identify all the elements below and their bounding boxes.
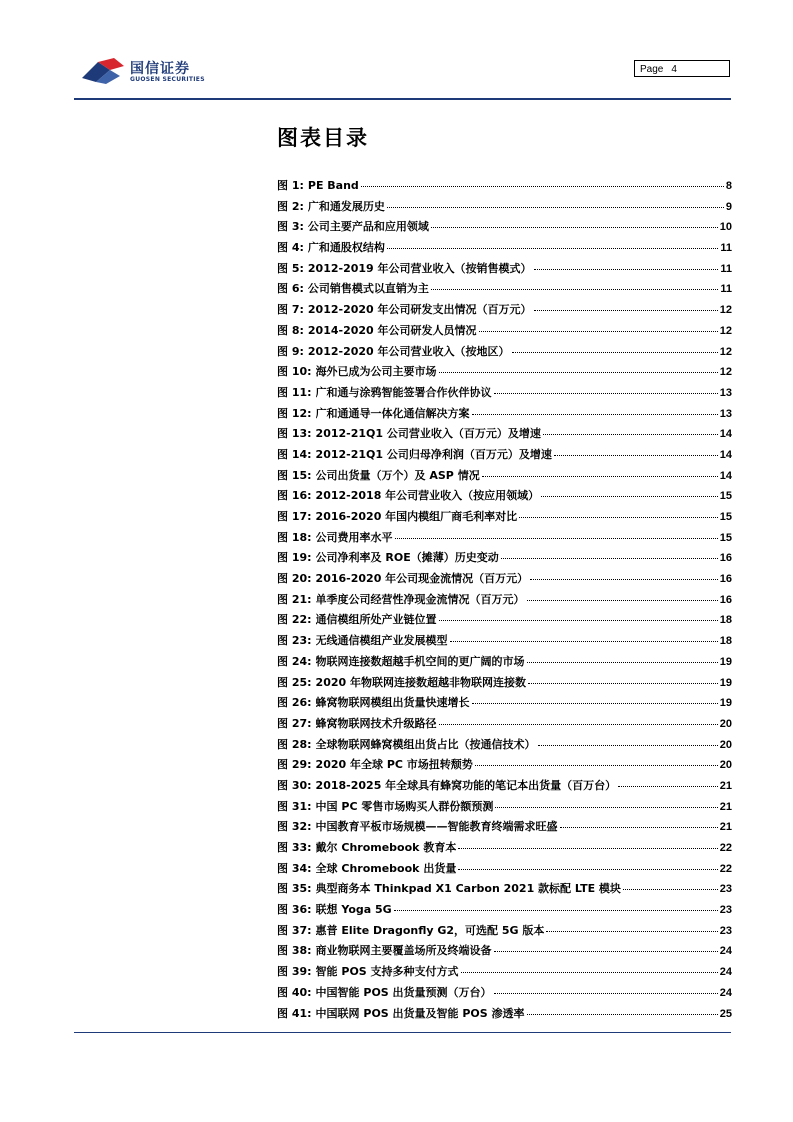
toc-page-number: 12	[719, 324, 732, 337]
toc-entry[interactable]	[277, 674, 732, 695]
toc-figure-title: 2016-2020 年公司现金流情况（百万元）	[315, 572, 529, 586]
toc-figure-title: 蜂窝物联网技术升级路径	[315, 716, 437, 730]
toc-figure-label: 图 5:	[277, 261, 304, 275]
toc-figure-label: 图 6:	[277, 282, 304, 296]
toc-page-number: 16	[719, 593, 732, 606]
toc-entry[interactable]	[277, 632, 732, 653]
toc-entry[interactable]	[277, 901, 732, 922]
toc-entry[interactable]	[277, 756, 732, 777]
toc-entry[interactable]	[277, 922, 732, 943]
toc-figure-label: 图 21:	[277, 592, 312, 606]
toc-figure-title: 公司费用率水平	[315, 530, 393, 544]
toc-entry[interactable]	[277, 798, 732, 819]
toc-entry[interactable]	[277, 405, 732, 426]
toc-entry[interactable]	[277, 446, 732, 467]
toc-figure-title: 2018-2025 年全球具有蜂窝功能的笔记本出货量（百万台）	[315, 778, 617, 792]
toc-figure-title: 2012-2018 年公司营业收入（按应用领域）	[315, 489, 540, 503]
toc-page-number: 12	[719, 366, 732, 379]
toc-page-number: 18	[719, 614, 732, 627]
toc-entry[interactable]	[277, 301, 732, 322]
guosen-logo-icon	[80, 56, 128, 86]
toc-dot-leader	[494, 993, 718, 994]
page-number: 4	[671, 64, 677, 75]
toc-figure-label: 图 25:	[277, 675, 312, 689]
toc-figure-label: 图 10:	[277, 365, 312, 379]
toc-page-number: 21	[719, 779, 732, 792]
toc-figure-label: 图 38:	[277, 944, 312, 958]
toc-dot-leader	[482, 476, 718, 477]
toc-entry[interactable]	[277, 198, 732, 219]
toc-entry[interactable]	[277, 467, 732, 488]
toc-figure-title: 2012-2020 年公司营业收入（按地区）	[307, 344, 510, 358]
toc-figure-title: 海外已成为公司主要市场	[315, 365, 437, 379]
toc-figure-title: 2012-21Q1 公司归母净利润（百万元）及增速	[315, 447, 552, 461]
toc-entry[interactable]	[277, 591, 732, 612]
toc-figure-label: 图 22:	[277, 613, 312, 627]
toc-dot-leader	[439, 620, 718, 621]
toc-entry[interactable]	[277, 777, 732, 798]
toc-figure-label: 图 36:	[277, 903, 312, 917]
toc-entry[interactable]	[277, 818, 732, 839]
toc-entry[interactable]	[277, 280, 732, 301]
toc-page-number: 19	[719, 655, 732, 668]
toc-figure-title: 通信模组所处产业链位置	[315, 613, 437, 627]
toc-figure-title: 广和通股权结构	[307, 241, 385, 255]
toc-dot-leader	[439, 372, 718, 373]
toc-figure-label: 图 33:	[277, 841, 312, 854]
toc-figure-title: 广和通与涂鸦智能签署合作伙伴协议	[315, 385, 492, 399]
toc-page-number: 14	[719, 469, 732, 482]
toc-page-number: 13	[719, 386, 732, 399]
toc-figure-title: 2020 年全球 PC 市场扭转颓势	[315, 758, 473, 772]
toc-figure-title: 公司主要产品和应用领域	[307, 220, 429, 234]
toc-dot-leader	[395, 538, 718, 539]
toc-dot-leader	[387, 207, 724, 208]
page-title: 图表目录	[277, 125, 369, 150]
toc-page-number: 20	[719, 717, 732, 730]
page-label: Page	[640, 64, 664, 75]
toc-figure-title: 蜂窝物联网模组出货量快速增长	[315, 696, 470, 710]
toc-figure-label: 图 23:	[277, 634, 312, 648]
toc-figure-label: 图 2:	[277, 199, 304, 213]
toc-page-number: 15	[719, 490, 732, 503]
toc-dot-leader	[527, 1014, 718, 1015]
toc-dot-leader	[475, 765, 718, 766]
toc-dot-leader	[618, 786, 718, 787]
toc-figure-title: 全球物联网蜂窝模组出货占比（按通信技术）	[315, 737, 536, 751]
toc-page-number: 9	[725, 200, 732, 213]
toc-page-number: 19	[719, 676, 732, 689]
toc-figure-title: 全球 Chromebook 出货量	[315, 861, 457, 875]
toc-entry[interactable]	[277, 177, 732, 198]
toc-figure-label: 图 3:	[277, 220, 304, 234]
toc-dot-leader	[439, 724, 718, 725]
toc-page-number: 24	[719, 966, 732, 979]
toc-figure-title: 中国教育平板市场规模——智能教育终端需求旺盛	[315, 820, 558, 834]
toc-figure-label: 图 15:	[277, 468, 312, 482]
toc-page-number: 15	[719, 511, 732, 523]
header-divider	[74, 98, 731, 100]
toc-entry[interactable]	[277, 425, 732, 446]
toc-entry[interactable]	[277, 963, 732, 984]
toc-entry[interactable]	[277, 736, 732, 757]
toc-page-number: 15	[719, 531, 732, 544]
toc-figure-label: 图 14:	[277, 447, 312, 461]
toc-dot-leader	[527, 600, 718, 601]
figure-table-of-contents	[277, 177, 732, 1025]
toc-dot-leader	[495, 807, 717, 808]
toc-figure-label: 图 9:	[277, 344, 304, 358]
toc-dot-leader	[472, 414, 718, 415]
toc-dot-leader	[541, 496, 718, 497]
toc-figure-label: 图 39:	[277, 965, 312, 979]
toc-figure-label: 图 4:	[277, 241, 304, 255]
toc-page-number: 23	[719, 904, 732, 917]
toc-entry[interactable]	[277, 880, 732, 901]
toc-figure-title: 联想 Yoga 5G	[315, 903, 392, 917]
toc-figure-label: 图 1:	[277, 179, 304, 192]
toc-figure-title: 物联网连接数超越手机空间的更广阔的市场	[315, 654, 525, 668]
toc-figure-label: 图 29:	[277, 758, 312, 772]
toc-entry[interactable]	[277, 508, 732, 529]
toc-figure-title: 戴尔 Chromebook 教育本	[315, 841, 457, 854]
toc-figure-label: 图 28:	[277, 737, 312, 751]
toc-page-number: 11	[720, 262, 732, 275]
toc-figure-label: 图 19:	[277, 551, 312, 565]
toc-dot-leader	[431, 289, 718, 290]
toc-entry[interactable]	[277, 322, 732, 343]
toc-entry[interactable]	[277, 487, 732, 508]
toc-figure-label: 图 40:	[277, 985, 312, 999]
toc-figure-title: 2012-2020 年公司研发支出情况（百万元）	[307, 303, 532, 317]
toc-entry[interactable]	[277, 694, 732, 715]
toc-entry[interactable]	[277, 570, 732, 591]
toc-dot-leader	[458, 869, 717, 870]
toc-figure-title: 2020 年物联网连接数超越非物联网连接数	[315, 675, 526, 689]
toc-page-number: 8	[725, 180, 732, 192]
toc-figure-label: 图 41:	[277, 1006, 312, 1020]
toc-dot-leader	[560, 827, 718, 828]
toc-figure-label: 图 16:	[277, 489, 312, 503]
toc-dot-leader	[534, 310, 718, 311]
toc-figure-title: 2012-21Q1 公司营业收入（百万元）及增速	[315, 427, 541, 441]
toc-page-number: 21	[719, 800, 732, 813]
toc-entry[interactable]	[277, 715, 732, 736]
toc-page-number: 23	[719, 883, 732, 896]
toc-figure-label: 图 35:	[277, 882, 312, 896]
toc-dot-leader	[554, 455, 718, 456]
toc-page-number: 10	[719, 221, 732, 234]
toc-figure-title: PE Band	[307, 179, 359, 192]
toc-figure-title: 中国联网 POS 出货量及智能 POS 渗透率	[315, 1006, 525, 1020]
toc-dot-leader	[450, 641, 718, 642]
toc-figure-label: 图 37:	[277, 923, 312, 937]
toc-dot-leader	[361, 186, 724, 187]
toc-figure-label: 图 30:	[277, 778, 312, 792]
toc-dot-leader	[494, 393, 718, 394]
logo-english-name: GUOSEN SECURITIES	[130, 76, 205, 83]
toc-page-number: 11	[720, 283, 732, 296]
toc-dot-leader	[543, 434, 718, 435]
toc-dot-leader	[501, 558, 718, 559]
toc-figure-label: 图 18:	[277, 530, 312, 544]
toc-figure-label: 图 17:	[277, 510, 312, 523]
toc-figure-title: 单季度公司经营性净现金流情况（百万元）	[315, 592, 525, 606]
toc-entry[interactable]	[277, 260, 732, 281]
toc-figure-label: 图 13:	[277, 427, 312, 441]
toc-entry[interactable]	[277, 860, 732, 881]
toc-page-number: 20	[719, 759, 732, 772]
toc-dot-leader	[528, 683, 718, 684]
toc-dot-leader	[512, 352, 718, 353]
toc-page-number: 25	[719, 1007, 732, 1020]
toc-page-number: 18	[719, 635, 732, 648]
toc-page-number: 11	[720, 242, 732, 255]
toc-figure-title: 2016-2020 年国内模组厂商毛利率对比	[315, 510, 518, 523]
toc-dot-leader	[387, 248, 718, 249]
toc-entry[interactable]	[277, 218, 732, 239]
toc-dot-leader	[623, 889, 718, 890]
toc-page-number: 23	[719, 924, 732, 937]
toc-page-number: 22	[719, 842, 732, 854]
toc-page-number: 13	[719, 407, 732, 420]
toc-entry[interactable]	[277, 942, 732, 963]
toc-figure-title: 中国智能 POS 出货量预测（万台）	[315, 985, 492, 999]
toc-entry[interactable]	[277, 343, 732, 364]
toc-figure-label: 图 34:	[277, 861, 312, 875]
toc-dot-leader	[530, 579, 718, 580]
toc-figure-title: 智能 POS 支持多种支付方式	[315, 965, 459, 979]
toc-entry[interactable]	[277, 549, 732, 570]
toc-entry[interactable]	[277, 984, 732, 1005]
page-header	[0, 0, 793, 100]
toc-figure-title: 公司销售模式以直销为主	[307, 282, 429, 296]
toc-figure-title: 公司净利率及 ROE（摊薄）历史变动	[315, 551, 499, 565]
toc-entry[interactable]	[277, 839, 732, 860]
toc-figure-title: 惠普 Elite Dragonfly G2，可选配 5G 版本	[315, 923, 545, 937]
toc-page-number: 12	[719, 345, 732, 358]
toc-page-number: 14	[719, 428, 732, 441]
toc-figure-label: 图 31:	[277, 799, 312, 813]
toc-figure-title: 商业物联网主要覆盖场所及终端设备	[315, 944, 492, 958]
toc-dot-leader	[472, 703, 718, 704]
toc-dot-leader	[461, 972, 718, 973]
toc-entry[interactable]	[277, 529, 732, 550]
toc-page-number: 12	[719, 304, 732, 317]
toc-figure-label: 图 12:	[277, 406, 312, 420]
toc-figure-label: 图 8:	[277, 323, 304, 337]
page-indicator	[634, 60, 730, 77]
toc-page-number: 24	[719, 945, 732, 958]
toc-figure-label: 图 11:	[277, 385, 312, 399]
toc-figure-title: 公司出货量（万个）及 ASP 情况	[315, 468, 480, 482]
toc-figure-title: 广和通发展历史	[307, 199, 385, 213]
toc-figure-label: 图 27:	[277, 716, 312, 730]
toc-figure-label: 图 7:	[277, 303, 304, 317]
toc-figure-label: 图 24:	[277, 654, 312, 668]
toc-page-number: 24	[719, 986, 732, 999]
toc-figure-title: 中国 PC 零售市场购买人群份额预测	[315, 799, 494, 813]
toc-page-number: 20	[719, 738, 732, 751]
toc-dot-leader	[494, 951, 718, 952]
toc-dot-leader	[546, 931, 717, 932]
toc-figure-title: 2012-2019 年公司营业收入（按销售模式）	[307, 261, 532, 275]
toc-dot-leader	[431, 227, 718, 228]
toc-dot-leader	[458, 848, 717, 849]
toc-page-number: 14	[719, 448, 732, 461]
toc-dot-leader	[538, 745, 718, 746]
toc-figure-label: 图 26:	[277, 696, 312, 710]
toc-figure-title: 无线通信模组产业发展模型	[315, 634, 448, 648]
toc-page-number: 21	[719, 821, 732, 834]
toc-page-number: 22	[719, 862, 732, 875]
toc-figure-label: 图 32:	[277, 820, 312, 834]
toc-figure-title: 典型商务本 Thinkpad X1 Carbon 2021 款标配 LTE 模块	[315, 882, 621, 896]
toc-figure-title: 广和通通导一体化通信解决方案	[315, 406, 470, 420]
toc-dot-leader	[527, 662, 718, 663]
toc-entry[interactable]	[277, 239, 732, 260]
toc-figure-title: 2014-2020 年公司研发人员情况	[307, 323, 477, 337]
toc-entry[interactable]	[277, 384, 732, 405]
toc-entry[interactable]	[277, 611, 732, 632]
toc-page-number: 16	[719, 552, 732, 565]
logo-chinese-name: 国信证券	[130, 61, 190, 77]
toc-dot-leader	[519, 517, 718, 518]
toc-dot-leader	[394, 910, 718, 911]
toc-page-number: 19	[719, 697, 732, 710]
footer-divider	[74, 1032, 731, 1033]
toc-entry[interactable]	[277, 653, 732, 674]
toc-entry[interactable]	[277, 363, 732, 384]
toc-dot-leader	[479, 331, 718, 332]
toc-page-number: 16	[719, 573, 732, 586]
toc-figure-label: 图 20:	[277, 572, 312, 586]
guosen-logo	[80, 56, 230, 90]
toc-dot-leader	[534, 269, 719, 270]
toc-entry[interactable]	[277, 1005, 732, 1026]
